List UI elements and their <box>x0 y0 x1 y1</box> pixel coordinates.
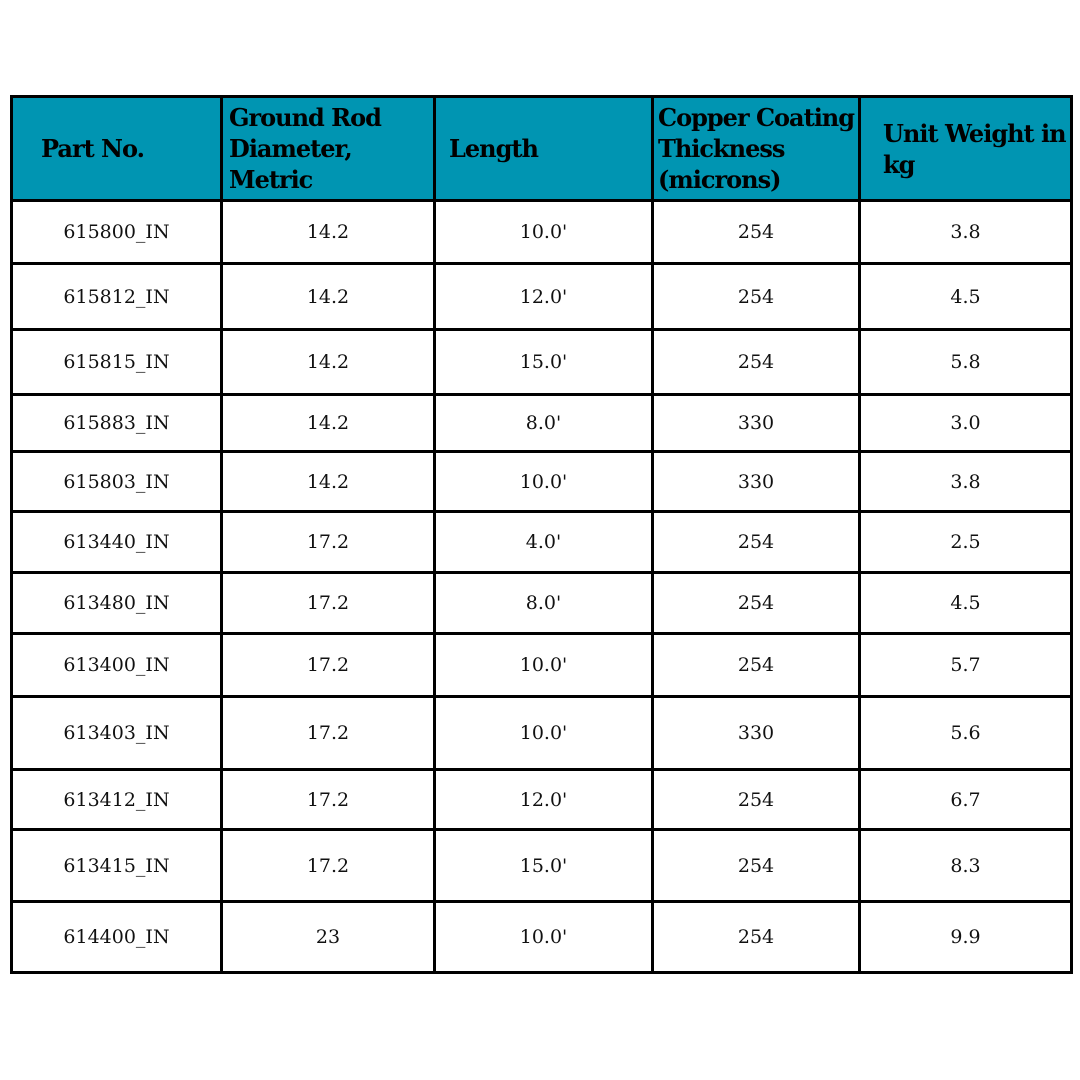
cell-weight: 5.7 <box>860 634 1072 697</box>
cell-diameter: 17.2 <box>222 512 435 573</box>
cell-coating: 330 <box>653 452 860 512</box>
cell-diameter: 14.2 <box>222 395 435 452</box>
cell-part-no: 614400_IN <box>12 902 222 973</box>
cell-length: 10.0' <box>435 452 653 512</box>
cell-part-no: 613440_IN <box>12 512 222 573</box>
cell-weight: 8.3 <box>860 830 1072 902</box>
cell-diameter: 14.2 <box>222 264 435 330</box>
header-diameter: Ground Rod Diameter, Metric <box>222 97 435 201</box>
cell-diameter: 14.2 <box>222 452 435 512</box>
cell-length: 15.0' <box>435 830 653 902</box>
cell-weight: 4.5 <box>860 264 1072 330</box>
cell-diameter: 14.2 <box>222 330 435 395</box>
cell-length: 10.0' <box>435 697 653 770</box>
cell-weight: 4.5 <box>860 573 1072 634</box>
cell-part-no: 613400_IN <box>12 634 222 697</box>
cell-length: 4.0' <box>435 512 653 573</box>
cell-part-no: 613412_IN <box>12 770 222 830</box>
cell-length: 15.0' <box>435 330 653 395</box>
table-row <box>12 902 1072 973</box>
cell-length: 8.0' <box>435 573 653 634</box>
cell-length: 12.0' <box>435 770 653 830</box>
header-part-no: Part No. <box>12 97 222 201</box>
cell-part-no: 615803_IN <box>12 452 222 512</box>
cell-coating: 254 <box>653 330 860 395</box>
cell-coating: 254 <box>653 264 860 330</box>
table-row <box>12 395 1072 452</box>
cell-diameter: 17.2 <box>222 634 435 697</box>
table-row <box>12 634 1072 697</box>
cell-coating: 254 <box>653 634 860 697</box>
cell-weight: 9.9 <box>860 902 1072 973</box>
cell-coating: 330 <box>653 697 860 770</box>
table-row <box>12 201 1072 264</box>
cell-length: 10.0' <box>435 201 653 264</box>
table-header-row <box>12 97 1072 201</box>
header-unit-weight: Unit Weight in kg <box>860 97 1072 201</box>
table-row <box>12 512 1072 573</box>
cell-diameter: 17.2 <box>222 770 435 830</box>
cell-diameter: 17.2 <box>222 830 435 902</box>
cell-coating: 254 <box>653 573 860 634</box>
table-row <box>12 830 1072 902</box>
table-row <box>12 770 1072 830</box>
cell-coating: 254 <box>653 770 860 830</box>
cell-part-no: 615815_IN <box>12 330 222 395</box>
cell-weight: 3.8 <box>860 201 1072 264</box>
table-row <box>12 330 1072 395</box>
cell-length: 10.0' <box>435 902 653 973</box>
cell-weight: 5.8 <box>860 330 1072 395</box>
cell-part-no: 615883_IN <box>12 395 222 452</box>
cell-part-no: 613480_IN <box>12 573 222 634</box>
cell-diameter: 23 <box>222 902 435 973</box>
cell-weight: 5.6 <box>860 697 1072 770</box>
table-row <box>12 573 1072 634</box>
cell-part-no: 613415_IN <box>12 830 222 902</box>
header-coating-thickness: Copper Coating Thickness (microns) <box>653 97 860 201</box>
cell-coating: 254 <box>653 902 860 973</box>
cell-weight: 2.5 <box>860 512 1072 573</box>
cell-diameter: 14.2 <box>222 201 435 264</box>
cell-weight: 3.8 <box>860 452 1072 512</box>
header-length: Length <box>435 97 653 201</box>
table-row <box>12 452 1072 512</box>
ground-rod-spec-table <box>10 95 1073 974</box>
cell-part-no: 615800_IN <box>12 201 222 264</box>
cell-length: 12.0' <box>435 264 653 330</box>
cell-coating: 254 <box>653 201 860 264</box>
cell-length: 8.0' <box>435 395 653 452</box>
cell-part-no: 613403_IN <box>12 697 222 770</box>
cell-coating: 254 <box>653 512 860 573</box>
cell-weight: 6.7 <box>860 770 1072 830</box>
cell-coating: 254 <box>653 830 860 902</box>
cell-diameter: 17.2 <box>222 573 435 634</box>
cell-diameter: 17.2 <box>222 697 435 770</box>
cell-weight: 3.0 <box>860 395 1072 452</box>
cell-coating: 330 <box>653 395 860 452</box>
cell-length: 10.0' <box>435 634 653 697</box>
table-row <box>12 697 1072 770</box>
table-row <box>12 264 1072 330</box>
cell-part-no: 615812_IN <box>12 264 222 330</box>
